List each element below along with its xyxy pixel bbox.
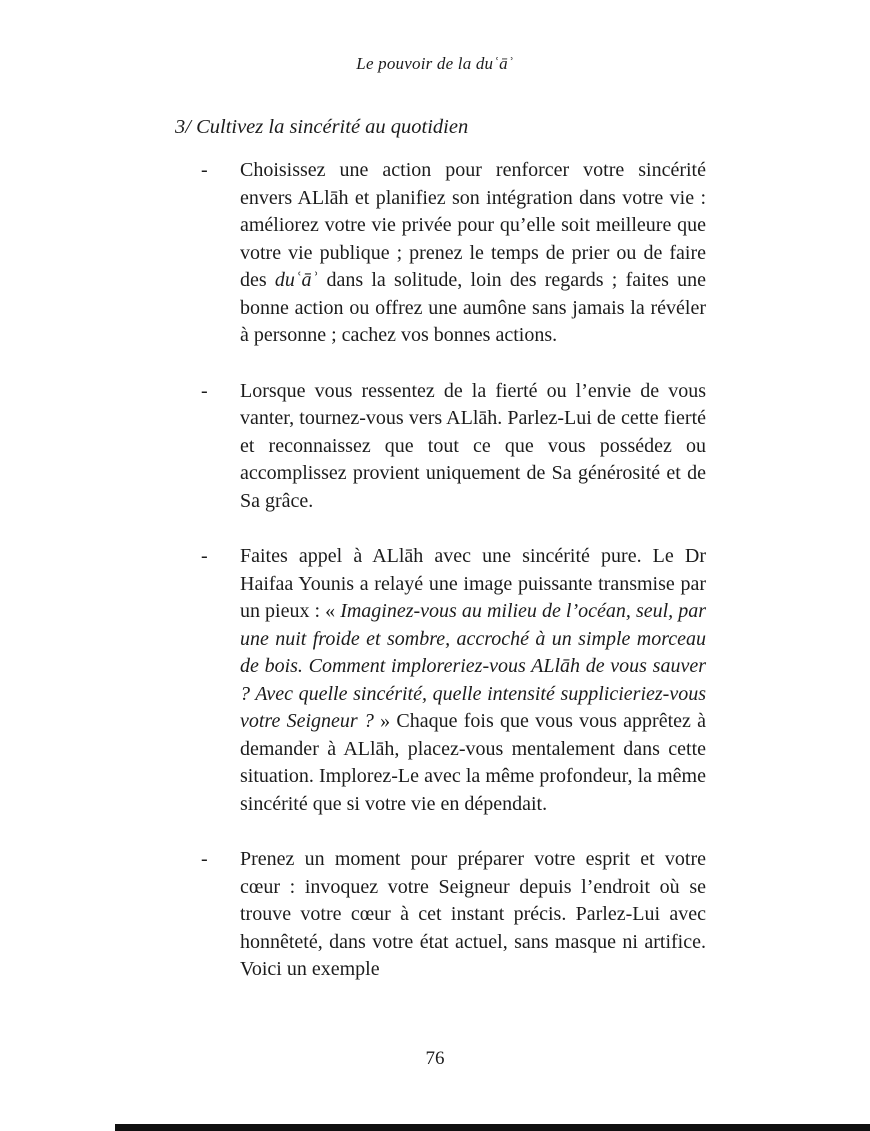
list-item	[175, 846, 706, 984]
page-number: 76	[425, 1048, 445, 1069]
bullet-text	[240, 846, 706, 984]
list-item	[175, 378, 706, 516]
text-run: Prenez un moment pour préparer votre esprit et votre cœur : invoquez votre Seigneur depuis l’endroit où se trouve votre cœur à cet instant précis. Parlez-Lui avec honnêteté, dans votre état actuel, sans masque ni artifice. Voici un exemple	[240, 848, 706, 980]
text-run: » Chaque fois que vous vous apprêtez à demander à ALlāh, placez-vous mentalement dans cette situation. Implorez-Le avec la même profondeur, la même sincérité que si votre vie en dépendait.	[240, 710, 706, 815]
scan-artifact-bar	[115, 1124, 870, 1131]
text-run: Lorsque vous ressentez de la fierté ou l’envie de vous vanter, tournez-vous vers ALlāh. Parlez-Lui de cette fierté et reconnaissez que tout ce que vous possédez ou accomplissez provient uniquement de Sa générosité et de Sa grâce.	[240, 379, 706, 512]
italic-run: duʿāʾ	[274, 269, 327, 291]
running-header-title: Le pouvoir de la duʿāʾ	[356, 54, 514, 73]
italic-run: Imaginez-vous au milieu de l’océan, seul, par une nuit froide et sombre, accroché à un simple morceau de bois. Comment imploreriez-vous ALlāh de vous sauver ? Avec quelle sincérité, quelle intensité supplicieriez-vous votre Seigneur ?	[240, 600, 706, 732]
text-run: Choisissez une action pour renforcer votre sincérité envers ALlāh et planifiez son intégration dans votre vie : améliorez votre vie privée pour qu’elle soit meilleure que votre vie publique ; prenez le temps de prier ou de faire des	[240, 159, 706, 291]
bullet-marker: -	[201, 159, 208, 181]
bullet-marker: -	[201, 545, 208, 567]
bullet-text	[240, 543, 706, 818]
text-run: dans la solitude, loin des regards ; faites une bonne action ou offrez une aumône sans jamais la révéler à personne ; cachez vos bonnes actions.	[240, 269, 706, 346]
list-item	[175, 157, 706, 350]
section-heading: 3/ Cultivez la sincérité au quotidien	[175, 116, 469, 138]
bullet-marker: -	[201, 379, 208, 402]
bullet-text	[240, 378, 706, 516]
text-run: Faites appel à ALlāh avec une sincérité pure. Le Dr Haifaa Younis a relayé une image puissante transmise par un pieux : «	[240, 545, 706, 622]
page-content	[175, 114, 706, 984]
bullet-marker: -	[201, 848, 208, 870]
bullet-list	[175, 157, 706, 984]
list-item	[175, 543, 706, 818]
bullet-text	[240, 157, 706, 350]
